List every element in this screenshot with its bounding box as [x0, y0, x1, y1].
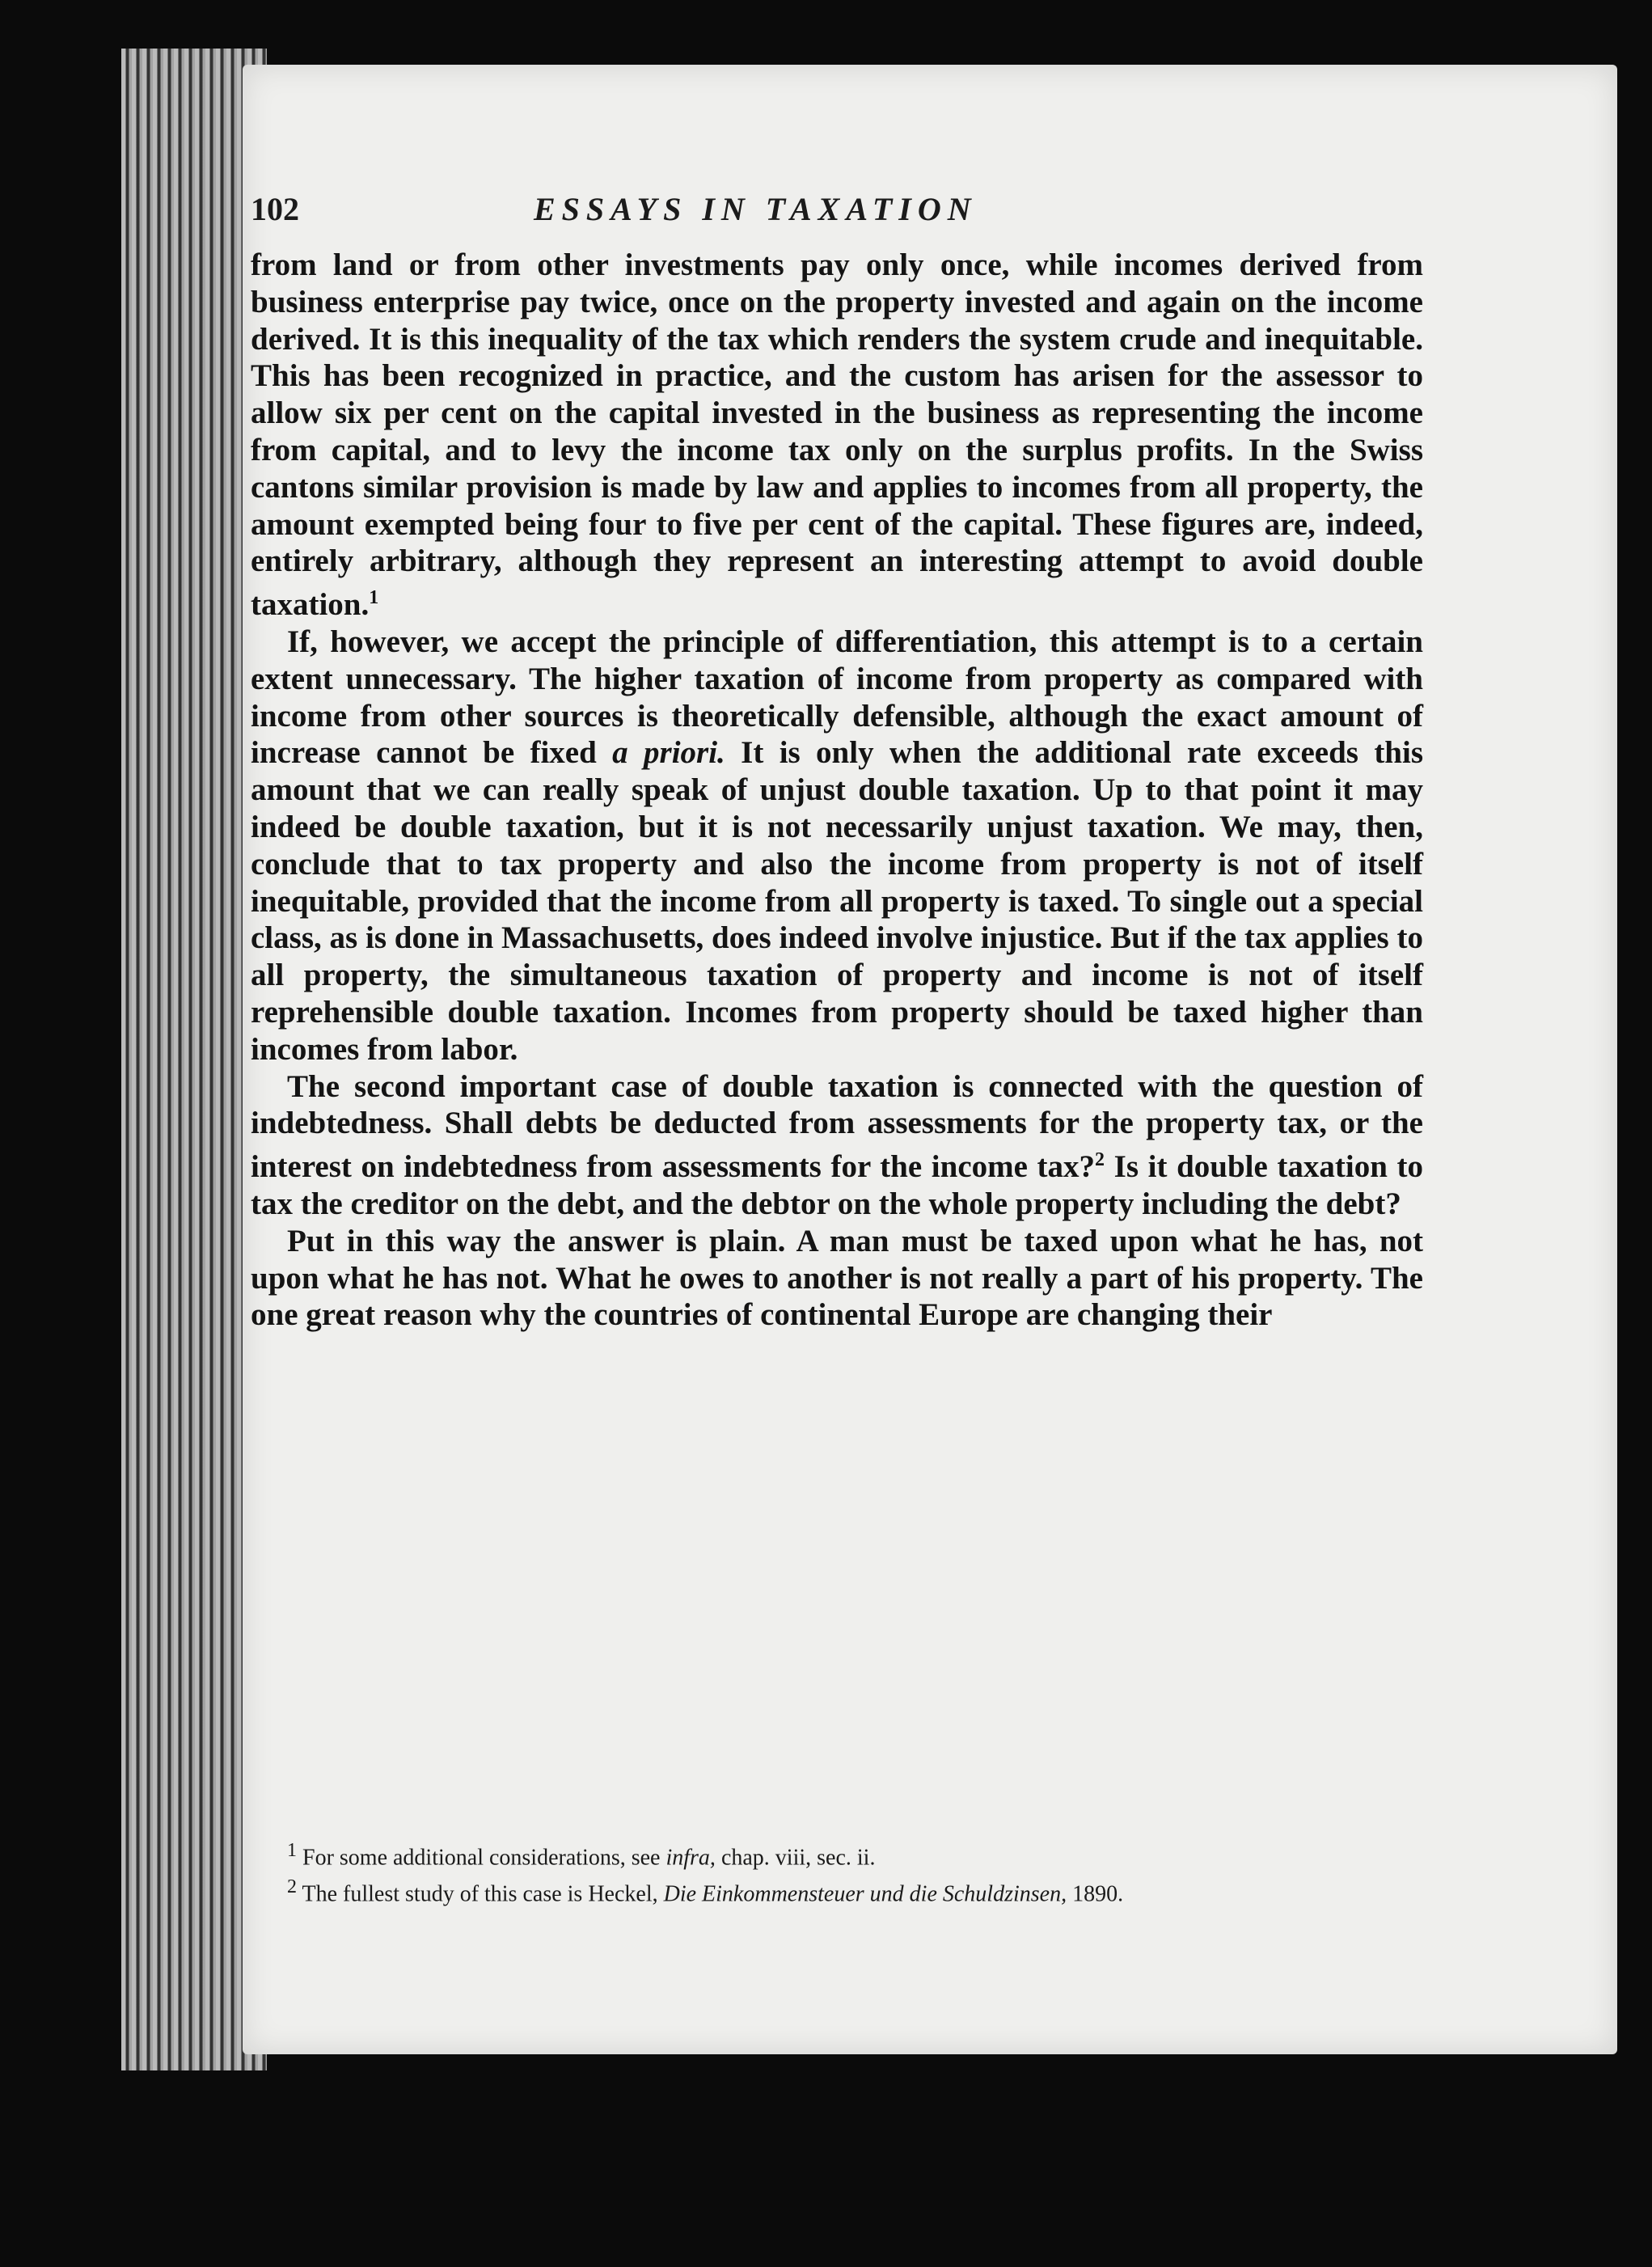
running-title: ESSAYS IN TAXATION: [534, 191, 978, 227]
paragraph-2: If, however, we accept the principle of differentiation, this attempt is to a certain extent unnecessary. The higher taxation of income from property as compared with income from other sources is theoretically defensible, although the exact amount of increase cannot be fixed a priori. It is only when the additional rate exceeds this amount that we can really speak of unjust double taxation. Up to that point it may indeed be double taxation, but it is not necessarily unjust taxation. We may, then, conclude that to tax property and also the income from property is not of itself inequitable, provided that the income from all property is taxed. To single out a special class, as is done in Massachusetts, does indeed involve injustice. But if the tax applies to all property, the simultaneous taxation of property and income is not of itself reprehensible double taxation. Incomes from property should be taxed higher than incomes from labor.: [251, 624, 1424, 1067]
footnote-ref-2: 2: [1095, 1149, 1105, 1171]
paragraph-3: The second important case of double taxation is connected with the question of indebtedness. Shall debts be deducted from assessments for the property tax, or the interest on indebtedness from assessments for the income tax?$^2$ Is it double taxation to tax the creditor on the debt, and the debtor on the whole property including the debt?: [251, 1068, 1423, 1221]
footnote-2: 2 The fullest study of this case is Heckel, Die Einkommensteuer und die Schuldzinsen, 1890.: [287, 1876, 1124, 1907]
italic-phrase: a priori.: [612, 735, 725, 771]
footnotes: [251, 1836, 1423, 1910]
body-text: [251, 247, 1423, 1334]
running-header: [251, 190, 1383, 239]
paragraph-1: from land or from other investments pay only once, while incomes derived from business enterprise pay twice, once on the property invested and again on the income derived. It is this inequality of the tax which renders the system crude and inequitable. This has been recognized in practice, and the custom has arisen for the assessor to allow six per cent on the capital invested in the business as representing the income from capital, and to levy the income tax only on the surplus profits. In the Swiss cantons similar provision is made by law and applies to incomes from all property, the amount exempted being four to five per cent of the capital. These figures are, indeed, entirely arbitrary, although they represent an interesting attempt to avoid double taxation.$^1$: [251, 247, 1423, 623]
footnote-1: 1 For some additional considerations, see infra, chap. viii, sec. ii.: [287, 1840, 876, 1871]
page-number: 102: [251, 191, 299, 227]
footnote-ref-1: 1: [369, 587, 379, 609]
paragraph-4: Put in this way the answer is plain. A man must be taxed upon what he has, not upon what he has not. What he owes to another is not really a part of his property. The one great reason why the countries of continental Europe are changing their: [251, 1223, 1423, 1333]
